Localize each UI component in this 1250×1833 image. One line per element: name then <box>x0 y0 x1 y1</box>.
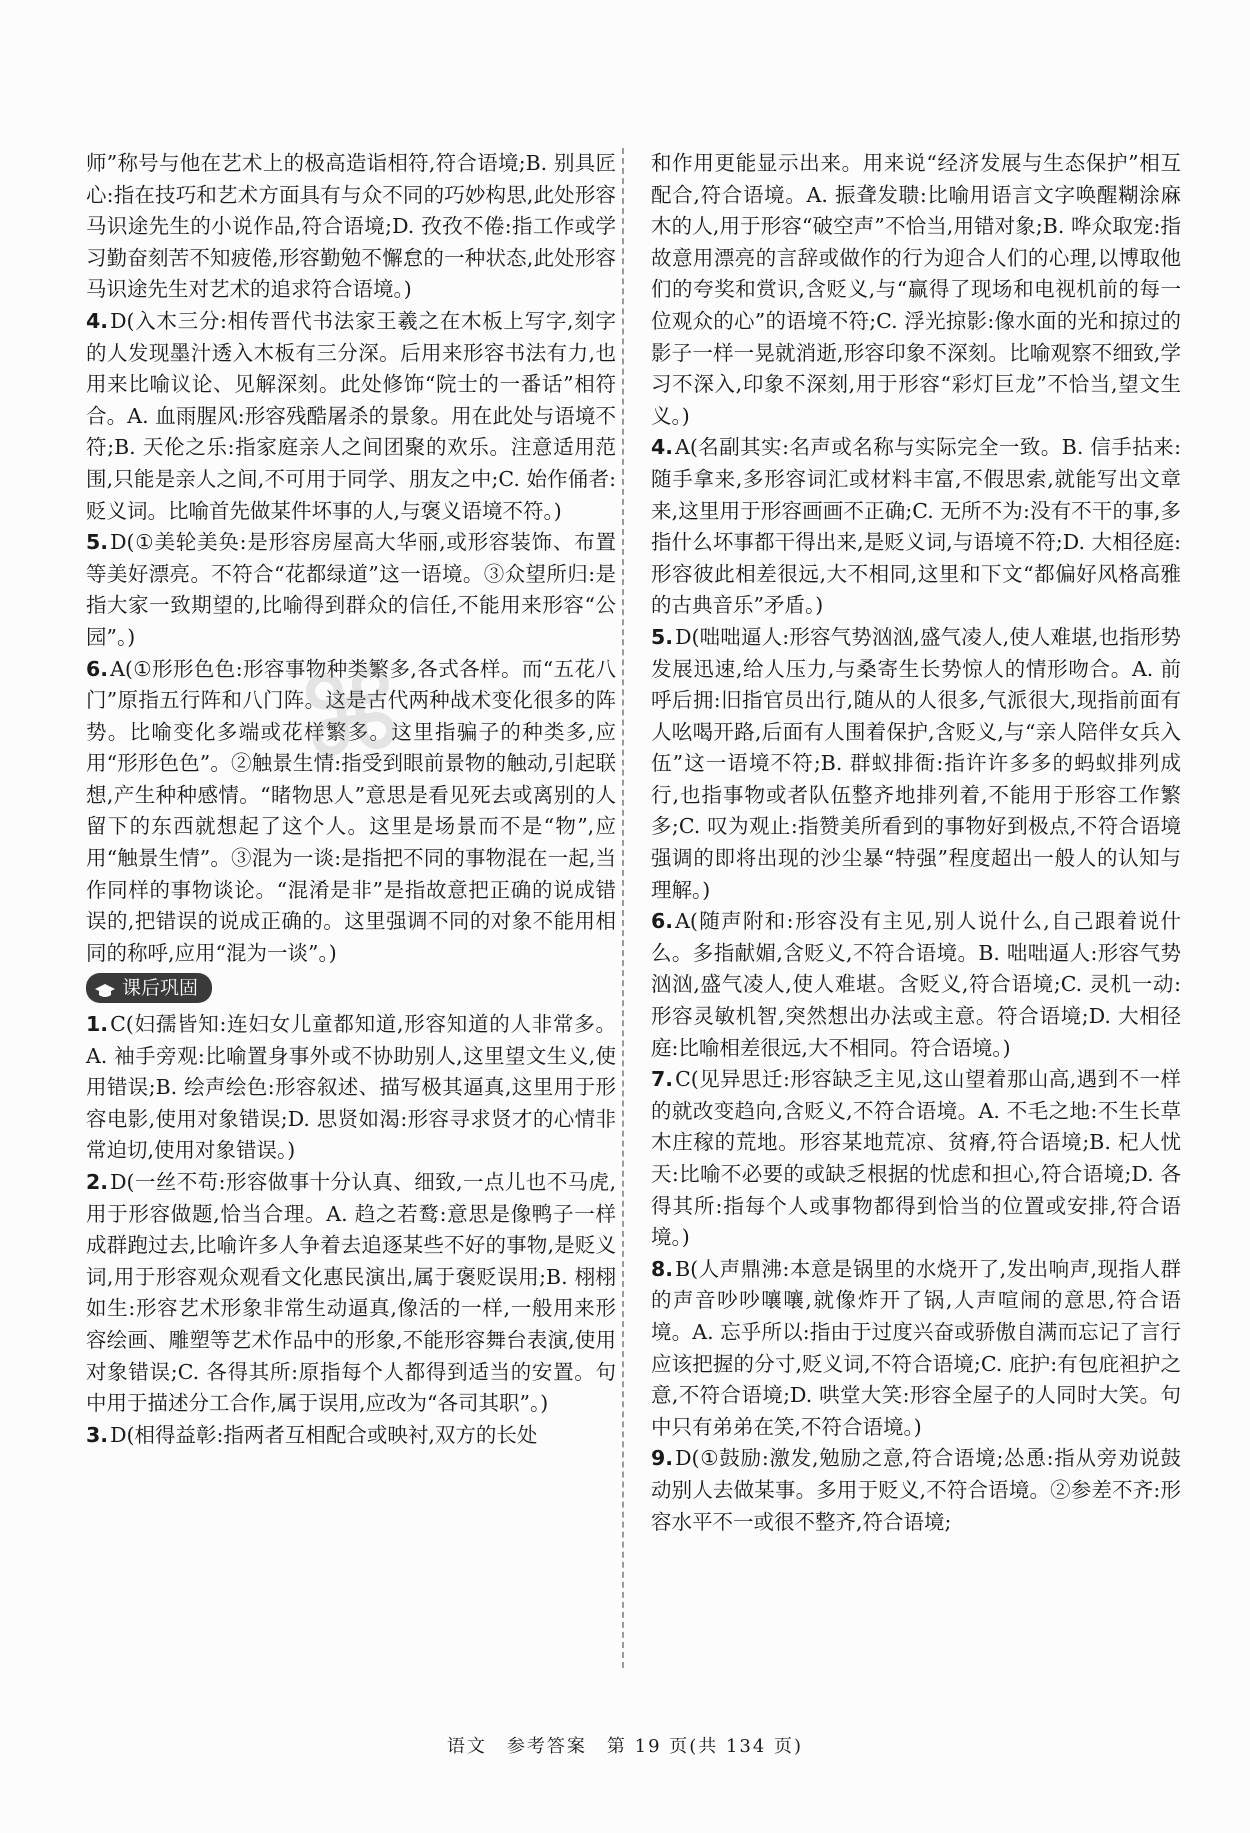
answer-text: D(①鼓励:激发,勉励之意,符合语境;怂恿:指从旁劝说鼓动别人去做某事。多用于贬义,不符合语境。②参差不齐:形容水平不一或很不整齐,符合语境; <box>651 1446 1181 1534</box>
answer-item <box>86 1167 616 1420</box>
answer-text: D(相得益彰:指两者互相配合或映衬,双方的长处 <box>110 1422 538 1447</box>
answer-number: 6. <box>651 909 674 934</box>
answer-text: 和作用更能显示出来。用来说“经济发展与生态保护”相互配合,符合语境。A. 振聋发聩:比喻用语言文字唤醒糊涂麻木的人,用于形容“破空声”不恰当,用错对象;B. 哗众取宠:指故意用漂亮的言辞或做作的行为迎合人们的心理,以博取他们的夸奖和赏识,含贬义,与“赢得了现场和电视机前的每一位观众的心”的语境不符;C. 浮光掠影:像水面的光和掠过的影子一样一晃就消逝,形容印象不深刻。比喻观察不细致,学习不深入,印象不深刻,用于形容“彩灯巨龙”不恰当,望文生义。) <box>651 151 1181 428</box>
answer-text: A(随声附和:形容没有主见,别人说什么,自己跟着说什么。多指献媚,含贬义,不符合语境。B. 咄咄逼人:形容气势汹汹,盛气凌人,使人难堪。含贬义,符合语境;C. 灵机一动:形容灵敏机智,突然想出办法或主意。符合语境;D. 大相径庭:比喻相差很远,大不相同。符合语境。) <box>651 909 1181 1060</box>
watermark-stamp: ⌘ <box>291 642 419 786</box>
answer-text: C(妇孺皆知:连妇女儿童都知道,形容知道的人非常多。A. 袖手旁观:比喻置身事外或不协助别人,这里望文生义,使用错误;B. 绘声绘色:形容叙述、描写极其逼真,这里用于形容电影,使用对象错误;D. 思贤如渴:形容寻求贤才的心情非常迫切,使用对象错误。) <box>86 1012 616 1163</box>
answer-text: D(入木三分:相传晋代书法家王羲之在木板上写字,刻字的人发现墨汁透入木板有三分深。后用来形容书法有力,也用来比喻议论、见解深刻。此处修饰“院士的一番话”相符合。A. 血雨腥风:形容残酷屠杀的景象。用在此处与语境不符;B. 天伦之乐:指家庭亲人之间团聚的欢乐。注意适用范围,只能是亲人之间,不可用于同学、朋友之中;C. 始作俑者:贬义词。比喻首先做某件坏事的人,与褒义语境不符。) <box>86 308 616 523</box>
section-heading-label: 课后巩固 <box>122 977 199 1000</box>
answer-number: 3. <box>86 1422 109 1447</box>
answer-number: 5. <box>651 624 674 649</box>
answer-item <box>86 1009 616 1167</box>
answer-number: 5. <box>86 530 109 555</box>
answer-text: D(①美轮美奂:是形容房屋高大华丽,或形容装饰、布置等美好漂亮。不符合“花都绿道”这一语境。③众望所归:是指大家一致期望的,比喻得到群众的信任,不能用来形容“公园”。) <box>86 530 616 649</box>
answer-text: D(咄咄逼人:形容气势汹汹,盛气凌人,使人难堪,也指形势发展迅速,给人压力,与桑寄生长势惊人的情形吻合。A. 前呼后拥:旧指官员出行,随从的人很多,气派很大,现指前面有人吆喝开路,后面有人围着保护,含贬义,与“亲人陪伴女兵入伍”这一语境不符;B. 群蚁排衙:指许许多多的蚂蚁排列成行,也指事物或者队伍整齐地排列着,不能用于形容工作繁多;C. 叹为观止:指赞美所看到的事物好到极点,不符合语境强调的即将出现的沙尘暴“特强”程度超出一般人的认知与理解。) <box>651 624 1181 902</box>
answer-text: 师”称号与他在艺术上的极高造诣相符,符合语境;B. 别具匠心:指在技巧和艺术方面具有与众不同的巧妙构思,此处形容马识途先生的小说作品,符合语境;D. 孜孜不倦:指工作或学习勤奋刻苦不知疲倦,形容勤勉不懈怠的一种状态,此处形容马识途先生对艺术的追求符合语境。) <box>86 151 616 302</box>
answer-number: 4. <box>651 435 674 460</box>
answer-number: 1. <box>86 1012 109 1037</box>
answer-item <box>86 527 616 653</box>
answer-number: 2. <box>86 1170 109 1194</box>
answer-item <box>86 654 616 970</box>
answer-item <box>651 1064 1181 1254</box>
answer-text: A(①形形色色:形容事物种类繁多,各式各样。而“五花八门”原指五行阵和八门阵。这是古代两种战术变化很多的阵势。比喻变化多端或花样繁多。这里指骗子的种类多,应用“形形色色”。②触景生情:指受到眼前景物的触动,引起联想,产生种种感情。“睹物思人”意思是看见死去或离别的人留下的东西就想起了这个人。这里是场景而不是“物”,应用“触景生情”。③混为一谈:是指把不同的事物混在一起,当作同样的事物谈论。“混淆是非”是指故意把正确的说成错误的,把错误的说成正确的。这里强调不同的对象不能用相同的称呼,应用“混为一谈”。) <box>86 656 616 965</box>
answer-text: A(名副其实:名声或名称与实际完全一致。B. 信手拈来:随手拿来,多形容词汇或材料丰富,不假思索,就能写出文章来,这里用于形容画画不正确;C. 无所不为:没有不干的事,多指什么坏事都干得出来,是贬义词,与语境不符;D. 大相径庭:形容彼此相差很远,大不相同,这里和下文“都偏好风格高雅的古典音乐”矛盾。) <box>651 435 1181 618</box>
page-footer: 语文 参考答案 第 19 页(共 134 页) <box>446 1736 804 1757</box>
answer-item <box>651 1443 1181 1538</box>
answer-item <box>86 1420 616 1452</box>
answer-number: 6. <box>86 656 109 681</box>
answer-text: D(一丝不苟:形容做事十分认真、细致,一点儿也不马虎,用于形容做题,恰当合理。A. 趋之若鹜:意思是像鸭子一样成群跑过去,比喻许多人争着去追逐某些不好的事物,是贬义词,用于形容观众观看文化惠民演出,属于褒贬误用;B. 栩栩如生:形容艺术形象非常生动逼真,像活的一样,一般用来形容绘画、雕塑等艺术作品中的形象,不能形容舞台表演,使用对象错误;C. 各得其所:原指每个人都得到适当的安置。句中用于描述分工合作,属于误用,应改为“各司其职”。) <box>86 1170 616 1416</box>
answer-text: B(人声鼎沸:本意是锅里的水烧开了,发出响声,现指人群的声音吵吵嚷嚷,就像炸开了锅,人声喧闹的意思,符合语境。A. 忘乎所以:指由于过度兴奋或骄傲自满而忘记了言行应该把握的分寸,贬义词,不符合语境;C. 庇护:有包庇袒护之意,不符合语境;D. 哄堂大笑:形容全屋子的人同时大笑。句中只有弟弟在笑,不符合语境。) <box>651 1256 1181 1439</box>
graduation-cap-icon <box>94 980 116 996</box>
answer-number: 9. <box>651 1446 674 1471</box>
column-divider <box>622 148 624 1668</box>
answer-item <box>651 1254 1181 1444</box>
left-column <box>86 148 616 1451</box>
answer-item <box>651 622 1181 906</box>
section-heading <box>86 973 212 1003</box>
answer-number: 8. <box>651 1256 674 1281</box>
answer-item <box>651 906 1181 1064</box>
answer-text: C(见异思迁:形容缺乏主见,这山望着那山高,遇到不一样的就改变趋向,含贬义,不符合语境。A. 不毛之地:不生长草木庄稼的荒地。形容某地荒凉、贫瘠,符合语境;B. 杞人忧天:比喻不必要的或缺乏根据的忧虑和担心,符合语境;D. 各得其所:指每个人或事物都得到恰当的位置或安排,符合语境。) <box>651 1067 1181 1250</box>
answer-item <box>86 306 616 527</box>
answer-item <box>651 432 1181 622</box>
answer-item <box>86 148 616 306</box>
answer-item <box>651 148 1181 432</box>
right-column <box>651 148 1181 1538</box>
answer-number: 7. <box>651 1067 674 1092</box>
answer-number: 4. <box>86 308 109 333</box>
